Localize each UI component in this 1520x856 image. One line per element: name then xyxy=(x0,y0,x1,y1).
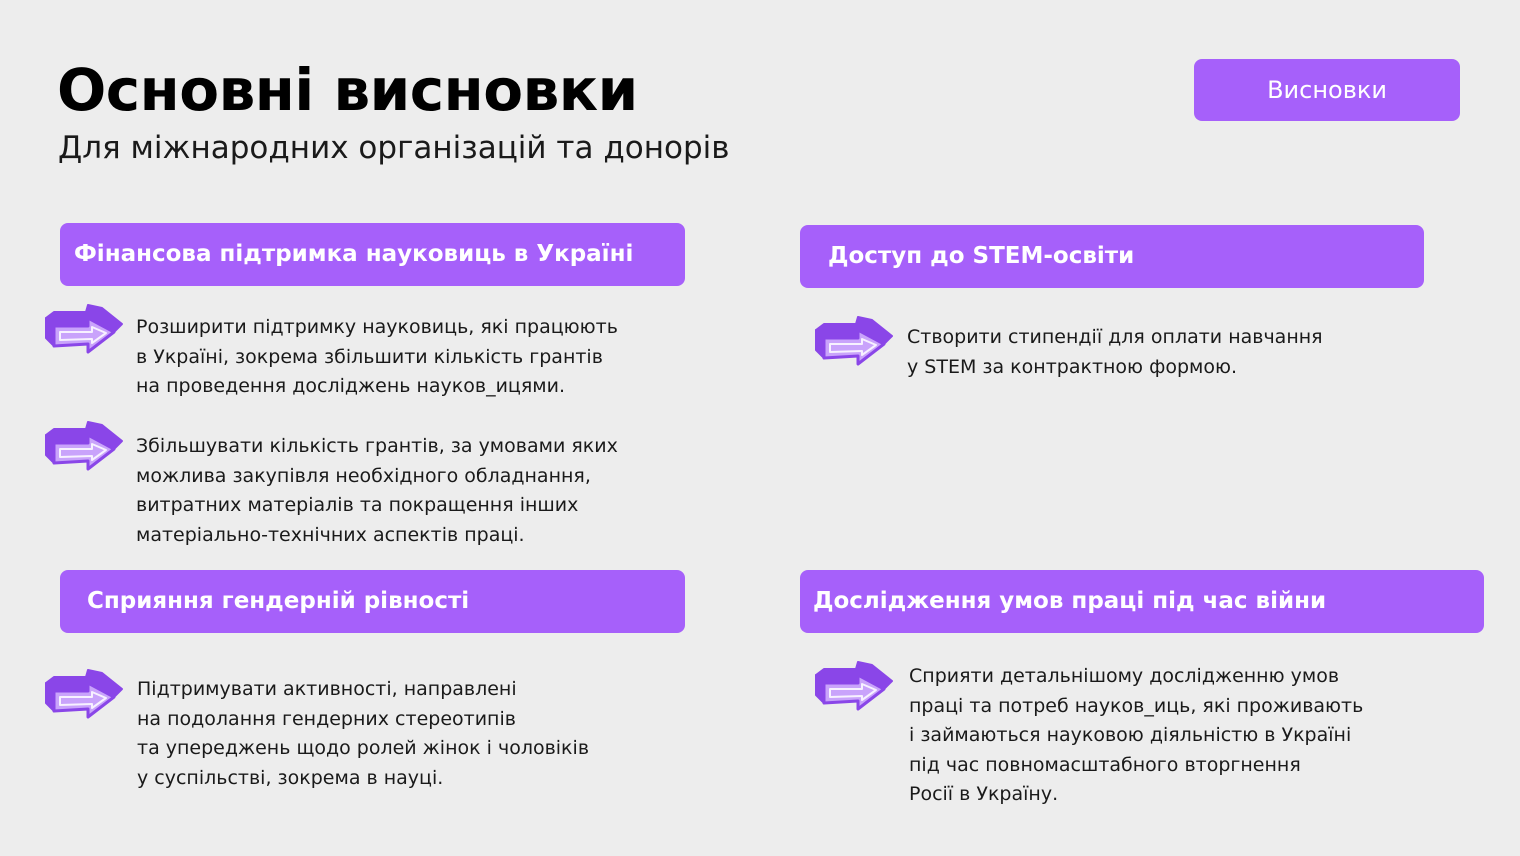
arrow-icon xyxy=(44,667,124,721)
card-header-wartime-research: Дослідження умов праці під час війни xyxy=(800,570,1484,633)
list-item-text: Сприяти детальнішому дослідженню умов праці та потреб науков_иць, які проживають і займаються науковою діяльністю в Україні під час повномасштабного вторгнення Росії в Україну. xyxy=(909,665,1364,805)
arrow-icon xyxy=(814,659,894,713)
page-subtitle: Для міжнародних організацій та донорів xyxy=(58,130,730,166)
list-item-text: Збільшувати кількість грантів, за умовами яких можлива закупівля необхідного обладнання, витратних матеріалів та покращення інших матеріально-технічних аспектів праці. xyxy=(136,435,618,546)
list-item-text: Підтримувати активності, направлені на подолання гендерних стереотипів та упереджень щодо ролей жінок і чоловіків у суспільстві, зокрема в науці. xyxy=(137,678,590,789)
list-item-text: Створити стипендії для оплати навчання у STEM за контрактною формою. xyxy=(907,326,1323,378)
card-header-gender-equality: Сприяння гендерній рівності xyxy=(60,570,685,633)
arrow-icon xyxy=(814,314,894,368)
arrow-icon xyxy=(44,419,124,473)
page-title: Основні висновки xyxy=(57,56,638,124)
card-header-financial-support: Фінансова підтримка науковиць в Україні xyxy=(60,223,685,286)
section-badge: Висновки xyxy=(1194,59,1460,121)
list-item-text: Розширити підтримку науковиць, які працюють в Україні, зокрема збільшити кількість грантів на проведення досліджень науков_ицями. xyxy=(136,316,618,397)
card-header-stem-access: Доступ до STEM-освіти xyxy=(800,225,1424,288)
arrow-icon xyxy=(44,302,124,356)
